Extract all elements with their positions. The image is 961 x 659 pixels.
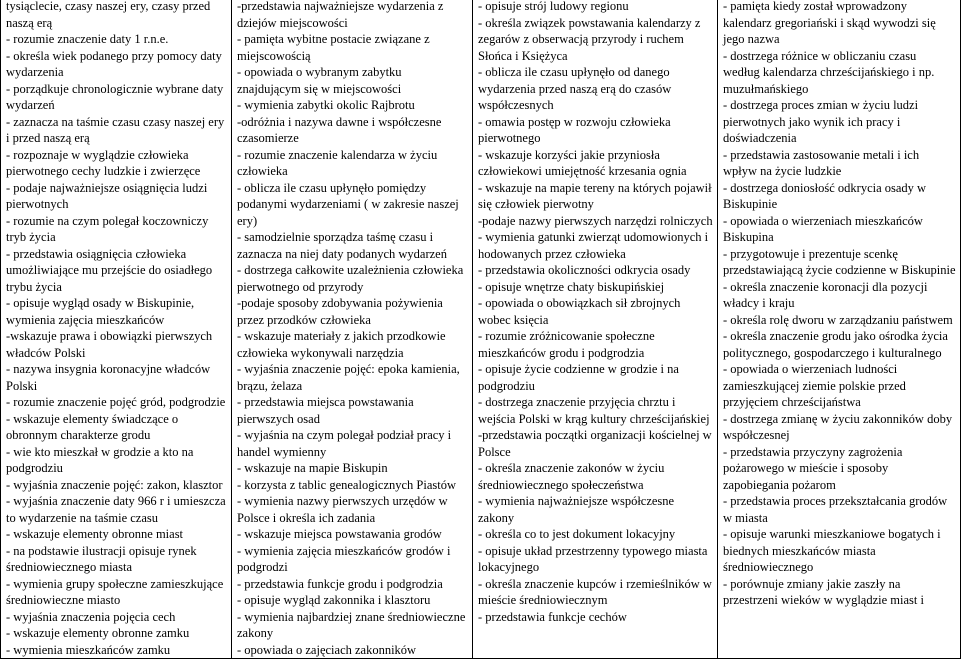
requirement-item: -podaje nazwy pierwszych narzędzi rolniczych bbox=[478, 213, 713, 228]
requirement-item: - korzysta z tablic genealogicznych Piastów bbox=[237, 477, 457, 492]
requirement-item: - oblicza ile czasu upłynęło od danego wydarzenia przed naszą erą do czasów współczesnych bbox=[478, 65, 672, 112]
requirement-item: - przedstawia miejsca powstawania pierwszych osad bbox=[237, 395, 414, 426]
requirement-item: - omawia postęp w rozwoju człowieka pierwotnego bbox=[478, 114, 671, 145]
requirement-item: - przedstawia funkcje grodu i podgrodzia bbox=[237, 576, 443, 591]
requirement-item: - dostrzega znaczenie przyjęcia chrztu i wejścia Polski w krąg kultury chrześcijańskiej bbox=[478, 395, 710, 426]
requirements-column-1 bbox=[1, 0, 232, 659]
requirement-item: - wyjaśnia na czym polegał podział pracy i handel wymienny bbox=[237, 428, 452, 459]
requirement-item: - dostrzega różnice w obliczaniu czasu według kalendarza chrześcijańskiego i np. muzułmańskiego bbox=[723, 48, 935, 96]
requirement-item: - opisuje warunki mieszkaniowe bogatych i biednych mieszkańców miasta średniowiecznego bbox=[723, 527, 941, 574]
requirement-item: - określa znaczenie koronacji dla pozycji władcy i kraju bbox=[723, 279, 928, 310]
requirement-item: - określa znaczenie grodu jako ośrodka życia politycznego, gospodarczego i kulturalnego bbox=[723, 329, 948, 360]
requirement-item: - wymienia nazwy pierwszych urzędów w Polsce i określa ich zadania bbox=[237, 494, 448, 525]
requirement-item: - rozpoznaje w wyglądzie człowieka pierwotnego cechy ludzkie i zwierzęce bbox=[6, 147, 201, 178]
requirement-item: - przygotowuje i prezentuje scenkę przedstawiającą życie codzienne w Biskupinie bbox=[723, 246, 956, 277]
requirements-column-2 bbox=[232, 0, 473, 659]
requirement-item: - wymienia gatunki zwierząt udomowionych i hodowanych przez człowieka bbox=[478, 230, 709, 261]
requirement-item: - wskazuje elementy świadczące o obronnym charakterze grodu bbox=[6, 411, 179, 442]
requirement-item: - opisuje układ przestrzenny typowego miasta lokacyjnego bbox=[478, 543, 708, 574]
table-row bbox=[1, 0, 961, 659]
requirement-item: - określa znaczenie kupców i rzemieślników w mieście średniowiecznym bbox=[478, 576, 712, 607]
requirement-item: -przedstawia początki organizacji kościelnej w Polsce bbox=[478, 428, 712, 459]
requirement-item: - rozumie na czym polegał koczowniczy tryb życia bbox=[6, 213, 209, 244]
requirement-item: - opowiada o obowiązkach sił zbrojnych wobec księcia bbox=[478, 296, 681, 327]
requirement-item: - opowiada o wierzeniach mieszkańców Biskupina bbox=[723, 213, 923, 244]
requirements-column-3 bbox=[473, 0, 718, 659]
requirement-item: -wskazuje prawa i obowiązki pierwszych władców Polski bbox=[6, 329, 213, 360]
requirement-item: - przedstawia zastosowanie metali i ich wpływ na życie ludzkie bbox=[723, 147, 920, 178]
requirement-item: - wskazuje elementy obronne miast bbox=[6, 527, 184, 541]
requirement-item: -przedstawia najważniejsze wydarzenia z dziejów miejscowości bbox=[237, 0, 444, 30]
requirement-item: - opowiada o zajęciach zakonników bbox=[237, 642, 417, 657]
requirement-item: - porządkuje chronologicznie wybrane daty wydarzeń bbox=[6, 81, 224, 112]
requirement-item: - pamięta wybitne postacie związane z miejscowością bbox=[237, 32, 430, 63]
requirement-item: - wskazuje korzyści jakie przyniosła człowiekowi umiejętność krzesania ognia bbox=[478, 147, 687, 178]
requirement-item: - wskazuje elementy obronne zamku bbox=[6, 626, 190, 640]
requirement-item: - określa związek powstawania kalendarzy z zegarów z obserwacją przyrody i ruchem Słońca i Księżyca bbox=[478, 15, 701, 63]
requirement-item: - zaznacza na taśmie czasu czasy naszej ery i przed naszą erą bbox=[6, 114, 225, 145]
requirement-item: - przedstawia proces przekształcania grodów w miasta bbox=[723, 494, 948, 525]
requirement-item: - wskazuje na mapie Biskupin bbox=[237, 461, 388, 475]
requirement-item: - opisuje wnętrze chaty biskupińskiej bbox=[478, 279, 665, 294]
requirement-item: - określa co to jest dokument lokacyjny bbox=[478, 527, 676, 541]
requirement-item: - określa rolę dworu w zarządzaniu państwem bbox=[723, 312, 953, 327]
requirement-item: - wymienia najbardziej znane średniowieczne zakony bbox=[237, 609, 466, 640]
requirement-item: - przedstawia okoliczności odkrycia osady bbox=[478, 263, 691, 277]
requirement-item: - opowiada o wybranym zabytku znajdującym się w miejscowości bbox=[237, 65, 402, 96]
requirement-item: - wskazuje materiały z jakich przodkowie człowieka wykonywali narzędzia bbox=[237, 329, 446, 360]
requirement-item: - wyjaśnia znaczenie daty 966 r i umieszcza to wydarzenie na taśmie czasu bbox=[6, 494, 226, 525]
requirement-item: -podaje sposoby zdobywania pożywienia przez przodków człowieka bbox=[237, 296, 443, 327]
requirement-item: - przedstawia funkcje cechów bbox=[478, 609, 627, 624]
requirement-item: - opisuje życie codzienne w grodzie i na podgrodziu bbox=[478, 362, 679, 393]
requirement-item: - na podstawie ilustracji opisuje rynek średniowiecznego miasta bbox=[6, 543, 197, 574]
requirement-item: - wie kto mieszkał w grodzie a kto na podgrodziu bbox=[6, 444, 194, 475]
requirement-item: - wskazuje miejsca powstawania grodów bbox=[237, 527, 442, 541]
requirement-item: - dostrzega proces zmian w życiu ludzi pierwotnych jako wynik ich pracy i doświadczenia bbox=[723, 98, 919, 145]
requirement-item: - wymienia mieszkańców zamku bbox=[6, 642, 171, 657]
requirement-item: -odróżnia i nazywa dawne i współczesne czasomierze bbox=[237, 114, 442, 145]
requirement-item: - podaje najważniejsze osiągnięcia ludzi pierwotnych bbox=[6, 180, 208, 211]
requirement-item: - pamięta kiedy został wprowadzony kalendarz gregoriański i skąd wywodzi się jego nazwa bbox=[723, 0, 936, 46]
requirement-item: - nazywa insygnia koronacyjne władców Polski bbox=[6, 362, 211, 393]
requirement-item: - rozumie znaczenie kalendarza w życiu człowieka bbox=[237, 147, 438, 178]
requirement-item: - dostrzega doniosłość odkrycia osady w Biskupinie bbox=[723, 180, 927, 211]
requirement-item: - samodzielnie sporządza taśmę czasu i zaznacza na niej daty podanych wydarzeń bbox=[237, 230, 447, 261]
requirement-item: - opowiada o wierzeniach ludności zamieszkującej ziemie polskie przed przyjęciem chrześcijaństwa bbox=[723, 362, 906, 409]
requirement-item: - oblicza ile czasu upłynęło pomiędzy podanymi wydarzeniami ( w zakresie naszej ery) bbox=[237, 180, 459, 228]
requirement-item: - rozumie zróżnicowanie społeczne mieszkańców grodu i podgrodzia bbox=[478, 329, 655, 360]
requirement-item: - wymienia grupy społeczne zamieszkujące średniowieczne miasto bbox=[6, 576, 224, 607]
requirement-item: - rozumie znaczenie pojęć gród, podgrodzie bbox=[6, 395, 226, 409]
requirement-item: tysiąclecie, czasy naszej ery, czasy przed naszą erą bbox=[6, 0, 211, 30]
requirement-item: - opisuje wygląd osady w Biskupinie, wymienia zajęcia mieszkańców bbox=[6, 296, 195, 327]
requirement-item: - dostrzega całkowite uzależnienia człowieka pierwotnego od przyrody bbox=[237, 263, 464, 294]
requirement-item: - opisuje wygląd zakonnika i klasztoru bbox=[237, 593, 431, 607]
requirement-item: - wskazuje na mapie tereny na których pojawił się człowiek pierwotny bbox=[478, 180, 712, 211]
requirement-item: - wyjaśnia znaczenie pojęć: epoka kamienia, brązu, żelaza bbox=[237, 362, 460, 393]
requirement-item: - przedstawia osiągnięcia człowieka umożliwiające mu przejście do osiadłego trybu życia bbox=[6, 246, 213, 294]
requirement-item: - wymienia zajęcia mieszkańców grodów i podgrodzi bbox=[237, 543, 451, 574]
requirement-item: - wymienia zabytki okolic Rajbrotu bbox=[237, 98, 415, 112]
requirement-item: - określa znaczenie zakonów w życiu średniowiecznego społeczeństwa bbox=[478, 461, 665, 492]
requirement-item: - wyjaśnia znaczenie pojęć: zakon, klasztor bbox=[6, 477, 223, 492]
requirement-item: - porównuje zmiany jakie zaszły na przestrzeni wieków w wyglądzie miast i bbox=[723, 576, 924, 607]
requirement-item: - dostrzega zmianę w życiu zakonników doby współczesnej bbox=[723, 411, 953, 442]
requirement-item: - opisuje strój ludowy regionu bbox=[478, 0, 629, 13]
requirement-item: - przedstawia przyczyny zagrożenia pożarowego w mieście i sposoby zapobiegania pożarom bbox=[723, 444, 903, 492]
requirement-item: - rozumie znaczenie daty 1 r.n.e. bbox=[6, 32, 169, 46]
requirement-item: - wymienia najważniejsze współczesne zakony bbox=[478, 494, 675, 525]
requirement-item: - określa wiek podanego przy pomocy daty wydarzenia bbox=[6, 48, 222, 79]
requirements-column-4 bbox=[718, 0, 961, 659]
requirement-item: - wyjaśnia znaczenia pojęcia cech bbox=[6, 609, 176, 624]
